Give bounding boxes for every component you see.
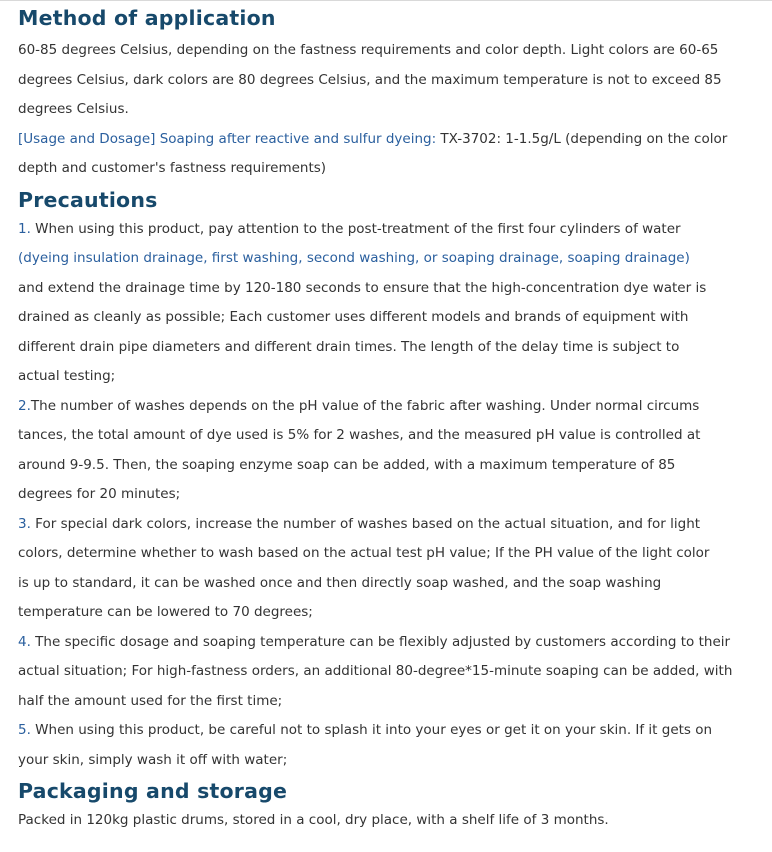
method-line: degrees Celsius.	[18, 101, 129, 117]
method-line: 60-85 degrees Celsius, depending on the fastness requirements and color depth. Light colors are 60-65	[18, 42, 719, 58]
precaution-1-parenthetical: (dyeing insulation drainage, first washing, second washing, or soaping drainage, soaping drainage)	[18, 250, 690, 266]
precaution-line: actual testing;	[18, 368, 116, 384]
precaution-line: and extend the drainage time by 120-180 seconds to ensure that the high-concentration dye water is	[18, 279, 707, 296]
usage-line	[18, 125, 762, 155]
precaution-line: actual situation; For high-fastness orders, an additional 80-degree*15-minute soaping can be added, with	[18, 663, 733, 679]
precaution-line: is up to standard, it can be washed once and then directly soap washed, and the soap washing	[18, 574, 662, 591]
precaution-line: tances, the total amount of dye used is 5% for 2 washes, and the measured pH value is controlled at	[18, 427, 701, 443]
packaging-text: Packed in 120kg plastic drums, stored in a cool, dry place, with a shelf life of 3 months.	[18, 812, 609, 828]
precaution-number: 1.	[18, 220, 31, 237]
precaution-number: 3.	[18, 515, 31, 532]
usage-text: TX-3702: 1-1.5g/L (depending on the color	[436, 130, 728, 147]
precaution-number: 4.	[18, 633, 31, 650]
precaution-line: half the amount used for the first time;	[18, 692, 283, 709]
precaution-3-line	[18, 510, 762, 540]
precaution-text: The specific dosage and soaping temperature can be flexibly adjusted by customers according to their	[30, 633, 731, 650]
precaution-1-line	[18, 215, 762, 245]
precaution-line: colors, determine whether to wash based on the actual test pH value; If the PH value of the light color	[18, 545, 710, 561]
precaution-text: The number of washes depends on the pH value of the fabric after washing. Under normal circums	[30, 397, 700, 414]
precaution-2-line	[18, 392, 762, 422]
usage-line: depth and customer's fastness requirements)	[18, 160, 327, 176]
precaution-5-line	[18, 716, 762, 746]
precaution-text: When using this product, be careful not to splash it into your eyes or get it on your skin. If it gets on	[30, 722, 713, 738]
precaution-4-line	[18, 628, 762, 658]
precautions-section	[18, 185, 762, 776]
precaution-line: degrees for 20 minutes;	[18, 486, 181, 502]
packaging-section	[18, 776, 762, 836]
product-info-document	[0, 1, 772, 836]
packaging-heading: Packaging and storage	[18, 779, 288, 803]
precaution-number: 5.	[18, 722, 31, 738]
method-heading: Method of application	[18, 6, 276, 30]
precaution-line: around 9-9.5. Then, the soaping enzyme soap can be added, with a maximum temperature of 85	[18, 456, 676, 473]
usage-label: [Usage and Dosage] Soaping after reactive and sulfur dyeing:	[18, 130, 437, 147]
precaution-line: your skin, simply wash it off with water;	[18, 751, 288, 768]
precautions-heading: Precautions	[18, 187, 158, 212]
precaution-line: temperature can be lowered to 70 degrees;	[18, 604, 313, 620]
precaution-line: drained as cleanly as possible; Each customer uses different models and brands of equipment with	[18, 309, 689, 325]
precaution-text: For special dark colors, increase the number of washes based on the actual situation, and for light	[30, 515, 701, 532]
method-section	[18, 36, 762, 184]
precaution-line: different drain pipe diameters and different drain times. The length of the delay time is subject to	[18, 338, 680, 355]
precaution-number: 2.	[18, 397, 31, 414]
precaution-text: When using this product, pay attention to the post-treatment of the first four cylinders of water	[30, 220, 681, 237]
method-line: degrees Celsius, dark colors are 80 degrees Celsius, and the maximum temperature is not to exceed 85	[18, 71, 722, 88]
